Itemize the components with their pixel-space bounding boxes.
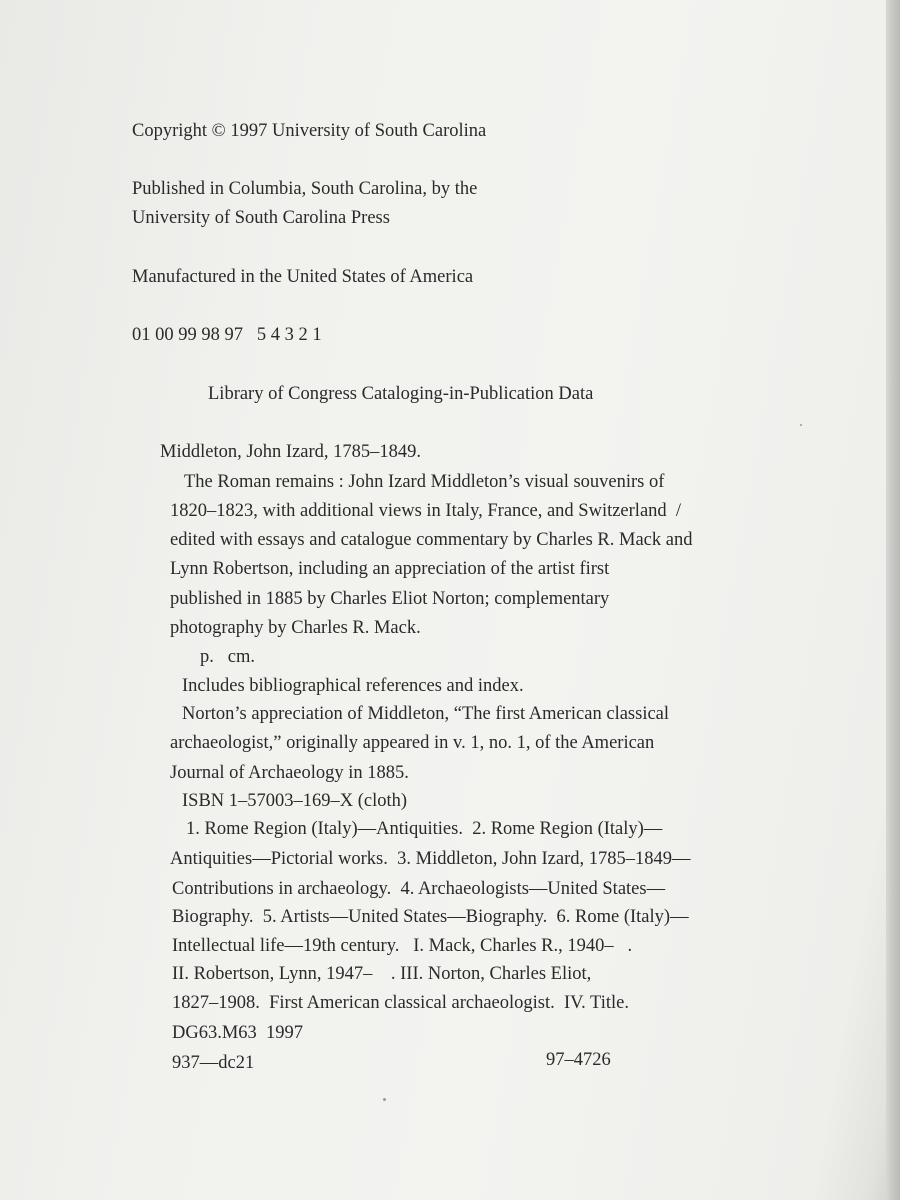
cip-isbn: ISBN 1–57003–169–X (cloth) xyxy=(182,791,408,811)
cip-lccn: 97–4726 xyxy=(546,1050,611,1070)
cip-subject-line: 1. Rome Region (Italy)—Antiquities. 2. Rome Region (Italy)— xyxy=(186,819,663,839)
cip-lc-classification: DG63.M63 1997 xyxy=(172,1023,304,1043)
cip-norton-note-line: Journal of Archaeology in 1885. xyxy=(170,763,409,783)
cip-title-line: photography by Charles R. Mack. xyxy=(170,618,421,638)
cip-title-line: 1820–1823, with additional views in Italy, France, and Switzerland / xyxy=(170,501,682,521)
cip-author: Middleton, John Izard, 1785–1849. xyxy=(160,442,422,462)
publisher-line-2: University of South Carolina Press xyxy=(132,208,390,228)
cip-subject-line: 1827–1908. First American classical archaeologist. IV. Title. xyxy=(172,993,629,1013)
printing-number-line: 01 00 99 98 97 5 4 3 2 1 xyxy=(132,325,322,345)
paper-speck xyxy=(383,1098,386,1101)
cip-title-line: published in 1885 by Charles Eliot Norton; complementary xyxy=(170,589,610,609)
cip-dewey-classification: 937—dc21 xyxy=(172,1053,255,1073)
cip-subject-line: Antiquities—Pictorial works. 3. Middleton, John Izard, 1785–1849— xyxy=(170,849,691,869)
cip-subject-line: II. Robertson, Lynn, 1947– . III. Norton, Charles Eliot, xyxy=(172,964,592,984)
cip-norton-note-line: archaeologist,” originally appeared in v. 1, no. 1, of the American xyxy=(170,733,655,753)
page-edge xyxy=(886,0,900,1200)
cip-norton-note-line: Norton’s appreciation of Middleton, “The first American classical xyxy=(182,704,670,724)
cip-bibliography-note: Includes bibliographical references and index. xyxy=(182,676,524,696)
cip-subject-line: Contributions in archaeology. 4. Archaeologists—United States— xyxy=(172,879,666,899)
manufactured-line: Manufactured in the United States of America xyxy=(132,267,474,287)
cip-title-line: Lynn Robertson, including an appreciation of the artist first xyxy=(170,559,610,579)
copyright-notice: Copyright © 1997 University of South Carolina xyxy=(132,121,487,141)
cip-title-line: edited with essays and catalogue commentary by Charles R. Mack and xyxy=(170,530,693,550)
cip-subject-line: Intellectual life—19th century. I. Mack, Charles R., 1940– . xyxy=(172,936,633,956)
cip-heading: Library of Congress Cataloging-in-Publication Data xyxy=(208,384,594,404)
publisher-line-1: Published in Columbia, South Carolina, by the xyxy=(132,179,478,199)
paper-speck xyxy=(800,424,802,426)
cip-subject-line: Biography. 5. Artists—United States—Biography. 6. Rome (Italy)— xyxy=(172,907,689,927)
cip-physical-description: p. cm. xyxy=(200,647,255,667)
cip-title-line: The Roman remains : John Izard Middleton’s visual souvenirs of xyxy=(184,472,665,492)
